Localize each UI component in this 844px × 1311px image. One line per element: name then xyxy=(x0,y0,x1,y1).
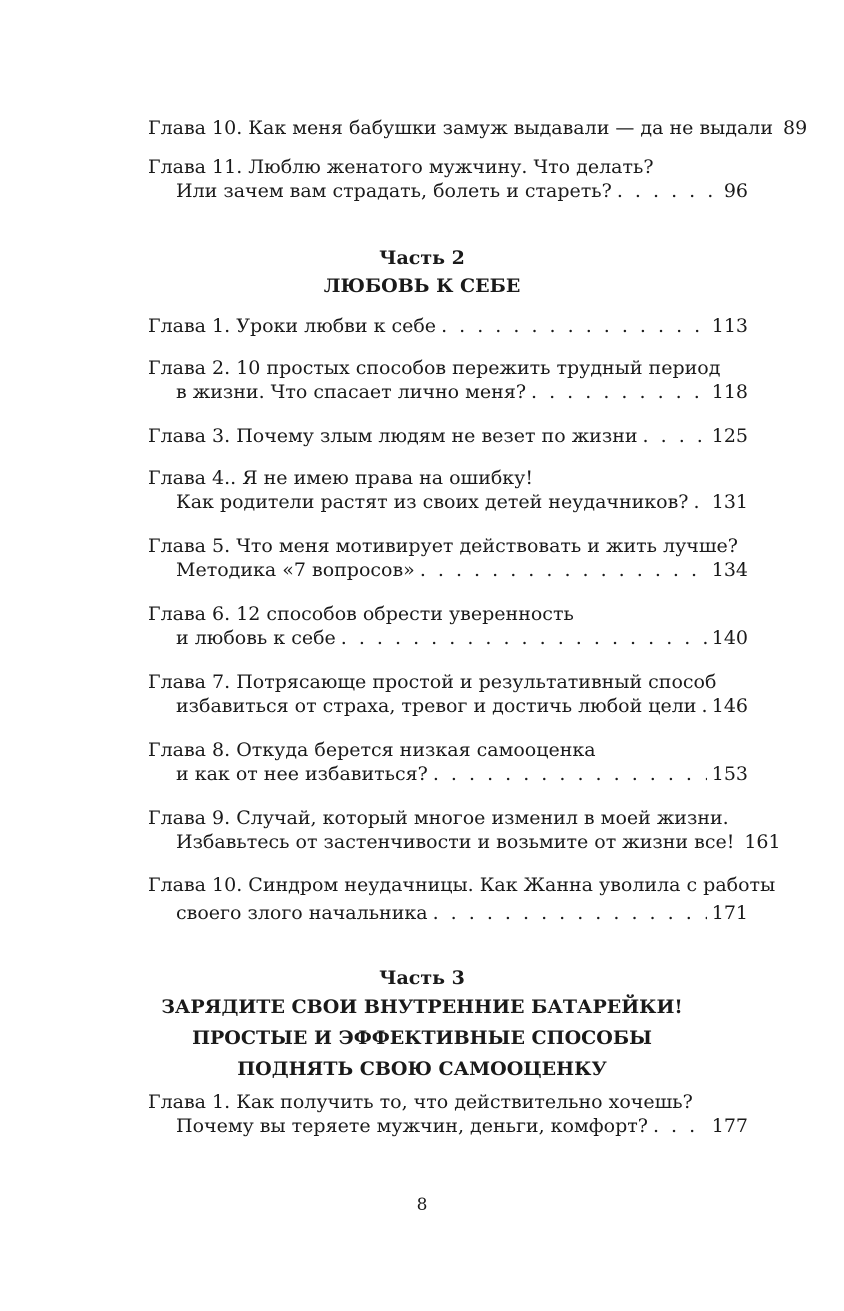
chapter-title-cont: избавиться от страха, тревог и достичь любой цели xyxy=(176,695,697,717)
chapter-title: Глава 4.. Я не имею права на ошибку! xyxy=(148,467,533,489)
part-title: ЛЮБОВЬ К СЕБЕ xyxy=(323,275,521,297)
leader-dots xyxy=(701,694,706,718)
part-title: ПОДНЯТЬ СВОЮ САМООЦЕНКУ xyxy=(237,1058,607,1080)
page-number: 177 xyxy=(711,1115,748,1137)
toc-line xyxy=(148,873,776,897)
chapter-title: Глава 10. Синдром неудачницы. Как Жанна уволила с работы xyxy=(148,874,776,896)
chapter-title: Глава 6. 12 способов обрести уверенность xyxy=(148,603,574,625)
toc-entry xyxy=(148,116,808,140)
chapter-title: Глава 5. Что меня мотивирует действовать и жить лучше? xyxy=(148,535,738,557)
toc-line xyxy=(148,558,748,582)
toc-entry xyxy=(148,356,748,404)
leader-dots xyxy=(341,626,707,650)
chapter-title: Глава 11. Люблю женатого мужчину. Что делать? xyxy=(148,156,654,178)
toc-line xyxy=(148,901,748,925)
toc-line xyxy=(148,670,748,694)
page-number: 140 xyxy=(711,627,748,649)
toc-line xyxy=(148,490,748,514)
chapter-title-cont: в жизни. Что спасает лично меня? xyxy=(176,381,527,403)
page-number: 125 xyxy=(711,425,748,447)
toc-line xyxy=(148,466,748,490)
toc-entry xyxy=(148,534,748,582)
toc-line xyxy=(148,762,748,786)
page-number: 134 xyxy=(711,559,748,581)
chapter-title: Глава 2. 10 простых способов пережить трудный период xyxy=(148,357,721,379)
leader-dots xyxy=(531,380,707,404)
page-number: 171 xyxy=(711,902,748,924)
part-title: ЗАРЯДИТЕ СВОИ ВНУТРЕННИЕ БАТАРЕЙКИ! xyxy=(161,996,683,1018)
toc-line xyxy=(148,424,748,448)
toc-entry xyxy=(148,155,748,203)
toc-line xyxy=(148,738,748,762)
part-title: ПРОСТЫЕ И ЭФФЕКТИВНЫЕ СПОСОБЫ xyxy=(192,1027,652,1049)
leader-dots xyxy=(693,490,706,514)
leader-dots xyxy=(643,424,707,448)
toc-line xyxy=(148,830,781,854)
toc-line xyxy=(148,380,748,404)
leader-dots xyxy=(617,179,719,203)
chapter-title-cont: и как от нее избавиться? xyxy=(176,763,428,785)
chapter-title: Глава 8. Откуда берется низкая самооценка xyxy=(148,739,596,761)
leader-dots xyxy=(420,558,707,582)
toc-line xyxy=(148,602,748,626)
chapter-title: Глава 3. Почему злым людям не везет по жизни xyxy=(148,425,638,447)
chapter-title-cont: Избавьтесь от застенчивости и возьмите от жизни все! xyxy=(176,831,735,853)
toc-line xyxy=(148,534,748,558)
leader-dots xyxy=(653,1114,707,1138)
page-number: 96 xyxy=(723,180,748,202)
toc-entry xyxy=(148,424,748,448)
page-number: 146 xyxy=(711,695,748,717)
leader-dots xyxy=(441,314,707,338)
chapter-title-cont: Почему вы теряете мужчин, деньги, комфорт? xyxy=(176,1115,648,1137)
page-folio: 8 xyxy=(416,1195,428,1215)
page-number: 89 xyxy=(783,117,808,139)
chapter-title: Глава 7. Потрясающе простой и результативный способ xyxy=(148,671,717,693)
toc-line xyxy=(148,1114,748,1138)
leader-dots xyxy=(433,901,707,925)
page-number: 161 xyxy=(744,831,781,853)
part-heading: Часть 2 xyxy=(379,247,465,269)
toc-line xyxy=(148,356,748,380)
toc-entry xyxy=(148,314,748,338)
toc-entry xyxy=(148,1090,748,1138)
chapter-title: Глава 10. Как меня бабушки замуж выдавали — да не выдали xyxy=(148,117,774,139)
toc-line xyxy=(148,626,748,650)
toc-entry xyxy=(148,806,781,854)
toc-line xyxy=(148,155,748,179)
toc-line xyxy=(148,806,748,830)
toc-entry xyxy=(148,738,748,786)
toc-entry xyxy=(148,602,748,650)
toc-line xyxy=(148,314,748,338)
toc-line xyxy=(148,1090,748,1114)
page-number: 118 xyxy=(711,381,748,403)
chapter-title: Глава 1. Уроки любви к себе xyxy=(148,315,437,337)
chapter-title-cont: Методика «7 вопросов» xyxy=(176,559,415,581)
toc-line xyxy=(148,694,748,718)
part-heading: Часть 3 xyxy=(379,967,465,989)
toc-line xyxy=(148,179,748,203)
chapter-title-cont: и любовь к себе xyxy=(176,627,336,649)
page-number: 131 xyxy=(711,491,748,513)
toc-entry xyxy=(148,466,748,514)
chapter-title-cont: Как родители растят из своих детей неудачников? xyxy=(176,491,689,513)
page-number: 113 xyxy=(711,315,748,337)
chapter-title-cont: Или зачем вам страдать, болеть и стареть? xyxy=(176,180,612,202)
chapter-title: Глава 9. Случай, который многое изменил в моей жизни. xyxy=(148,807,729,829)
chapter-title: Глава 1. Как получить то, что действительно хочешь? xyxy=(148,1091,693,1113)
leader-dots xyxy=(433,762,707,786)
chapter-title-cont: своего злого начальника xyxy=(176,902,428,924)
page-number: 153 xyxy=(711,763,748,785)
toc-entry xyxy=(148,670,748,718)
toc-entry xyxy=(148,873,776,925)
toc-line xyxy=(148,116,808,140)
